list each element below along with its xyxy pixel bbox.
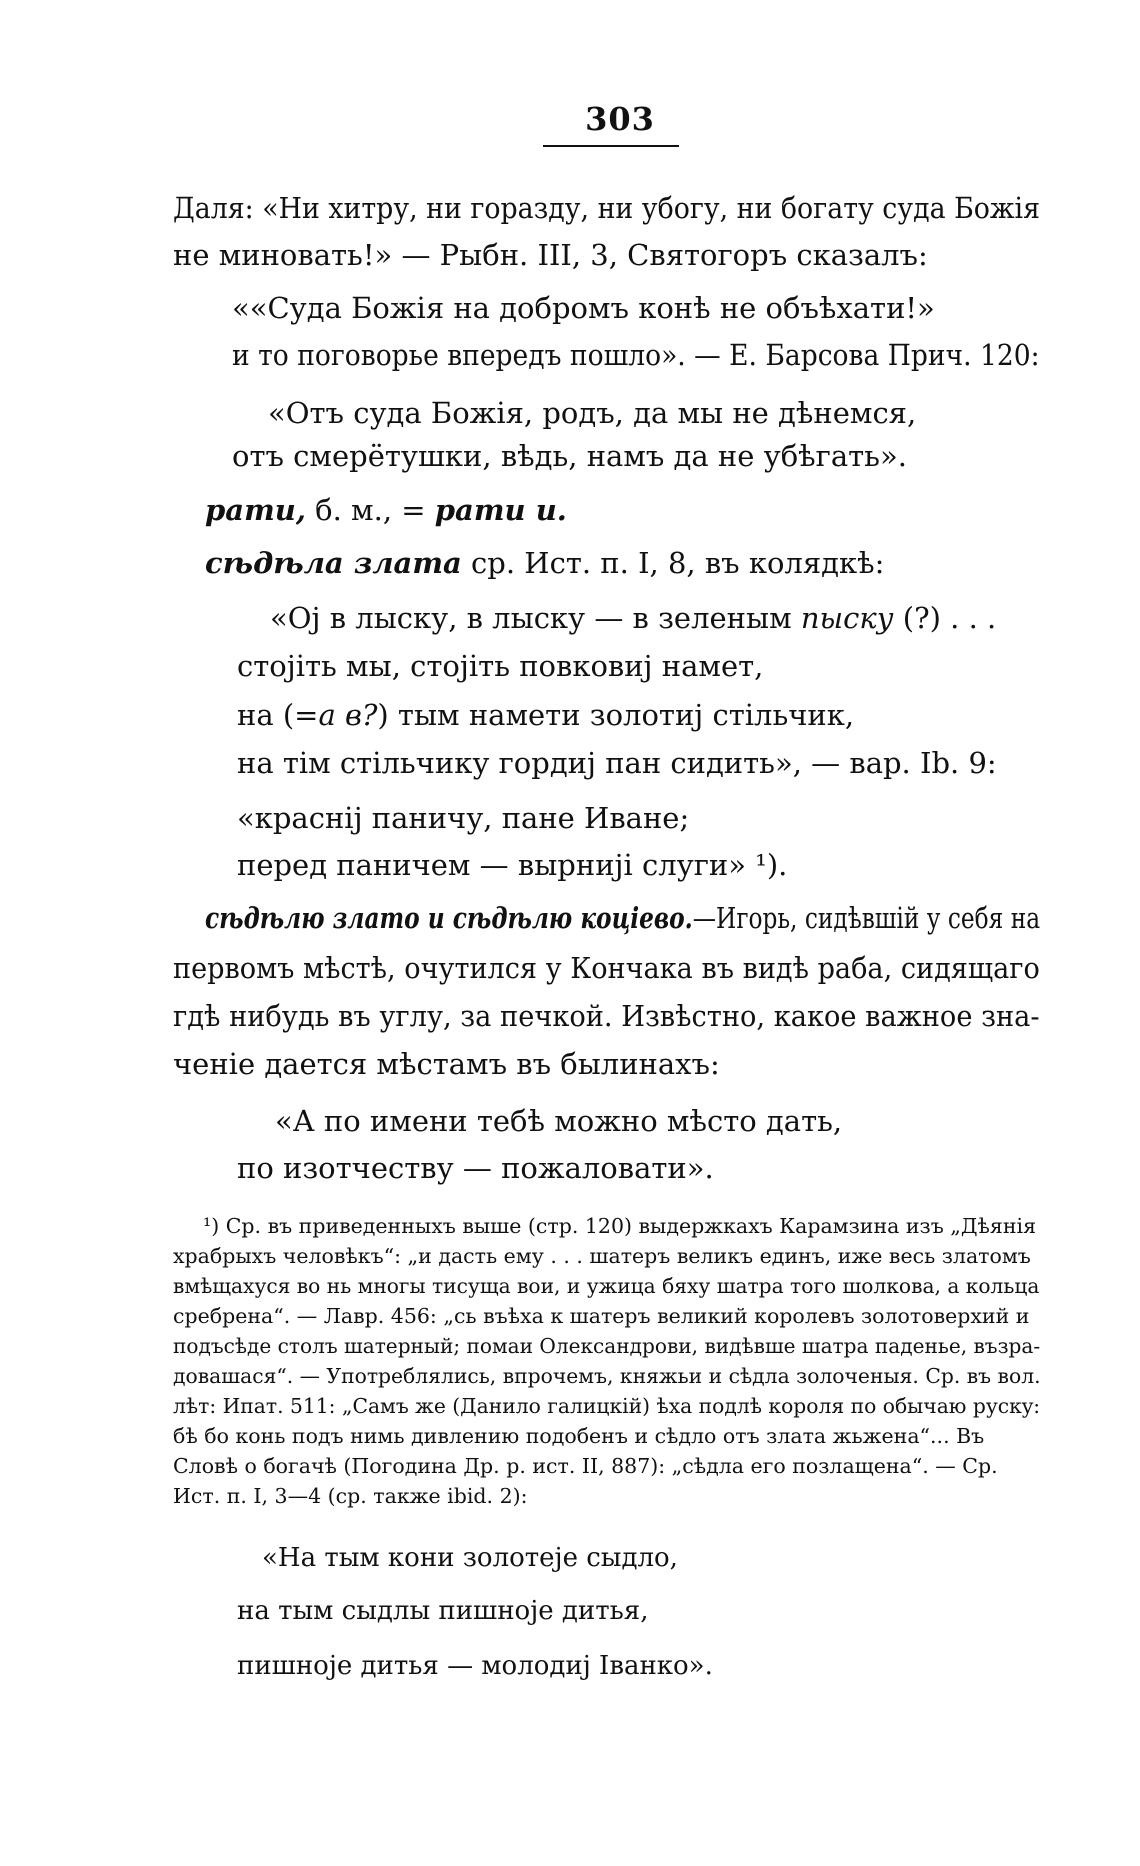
glossary-term: рати и. [434,493,567,527]
glossary-term: сѣдѣлю злато и сѣдѣлю коціево. [205,901,693,935]
glossary-term: рати, [205,493,306,527]
footnote-line: подъсѣде столъ шатерный; помаи Олександрови, видѣвше шатра паденье, възра- [173,1334,1041,1358]
footnote-line: бѣ бо конь подъ нимь дивлению подобенъ и сѣдло отъ злата жьжена“... Въ [173,1424,985,1448]
page-number-rule [543,145,679,147]
footnote-verse-line: «На тым кони золотеjе сыдло, [262,1543,678,1573]
footnote-line: довашася“. — Употреблялись, впрочемъ, княжьи и сѣдла золоченыя. Ср. въ вол. [173,1364,1041,1388]
song-line [237,697,854,733]
paragraph-line [205,900,1040,936]
text-line: не миновать!» — Рыбн. III, 3, Святогоръ сказалъ: [173,238,928,272]
footnote-line: Словѣ о богачѣ (Погодина Др. р. ист. II, 887): „сѣдла его позлащена“. — Ср. [173,1454,998,1478]
glossary-text: б. м., = [305,493,435,527]
footnote-verse-line: пишноjе дитья — молодиј Іванко». [237,1651,713,1681]
paragraph-line: гдѣ нибудь въ углу, за печкой. Извѣстно, какое важное зна- [173,999,1040,1033]
quote-line: и то поговорье впередъ пошло». — Е. Барсова Прич. 120: [232,338,1040,372]
quote-line: отъ смерётушки, вѣдь, намъ да не убѣгать». [232,439,907,473]
song-line: перед паничем — вырниjі слуги» ¹). [237,848,788,882]
verse-line: «А по имени тебѣ можно мѣсто дать, [275,1104,843,1138]
glossary-entry [205,545,884,581]
song-text: ) тым намети золотиј стільчик, [377,698,855,732]
song-text: на ( [237,698,295,732]
footnote-line: храбрыхъ человѣкъ“: „и дасть ему . . . шатеръ великъ единъ, иже весь златомъ [173,1244,1031,1268]
glossary-text: ср. Ист. п. I, 8, въ колядкѣ: [461,546,885,580]
glossary-entry [205,492,567,528]
footnote-line: ¹) Ср. въ приведенныхъ выше (стр. 120) выдержкахъ Карамзина изъ „Дѣянія [203,1214,1037,1238]
song-line: на тім стільчику гордиј пан сидить», — вар. Ib. 9: [237,746,997,780]
song-line: «краснiј паничу, пане Иване; [237,801,690,835]
song-text: =а в? [294,698,378,732]
text-line: Даля: «Ни хитру, ни горазду, ни убогу, ни богату суда Божія [173,191,1041,225]
footnote-line: сребрена“. — Лавр. 456: „сь въѣха к шатеръ великий королевъ золотоверхий и [173,1304,1030,1328]
paragraph-line: первомъ мѣстѣ, очутился у Кончака въ видѣ раба, сидящаго [173,951,1040,985]
footnote-line: Ист. п. I, 3—4 (ср. также ibid. 2): [173,1484,528,1508]
glossary-term: сѣдѣла злата [205,546,462,580]
song-text: пыску [800,601,894,635]
verse-line: по изотчеству — пожаловати». [237,1151,714,1185]
quote-line: ««Суда Божія на добромъ конѣ не объѣхати!» [232,291,935,325]
page-number: 303 [585,100,655,138]
quote-line: «Отъ суда Божія, родъ, да мы не дѣнемся, [268,396,917,430]
song-text: «Ој в лыску, в лыску — в зеленым [270,601,801,635]
footnote-line: вмѣщахуся во нь многы тисуща вои, и ужица бяху шатра того шолкова, а кольца [173,1274,1040,1298]
paragraph-line: ченіе дается мѣстамъ въ былинахъ: [173,1047,720,1081]
song-text: (?) . . . [893,601,997,635]
footnote-verse-line: на тым сыдлы пишноjе дитья, [237,1596,649,1626]
song-line [270,600,996,636]
footnote-line: лѣт: Ипат. 511: „Самъ же (Данило галицкій) ѣха подлѣ короля по обычаю рускy: [173,1394,1041,1418]
paragraph-text: —Игорь, сидѣвшій у себя на [692,901,1041,935]
song-line: стоjiть мы, стоjiть повковиј намет, [237,649,764,683]
